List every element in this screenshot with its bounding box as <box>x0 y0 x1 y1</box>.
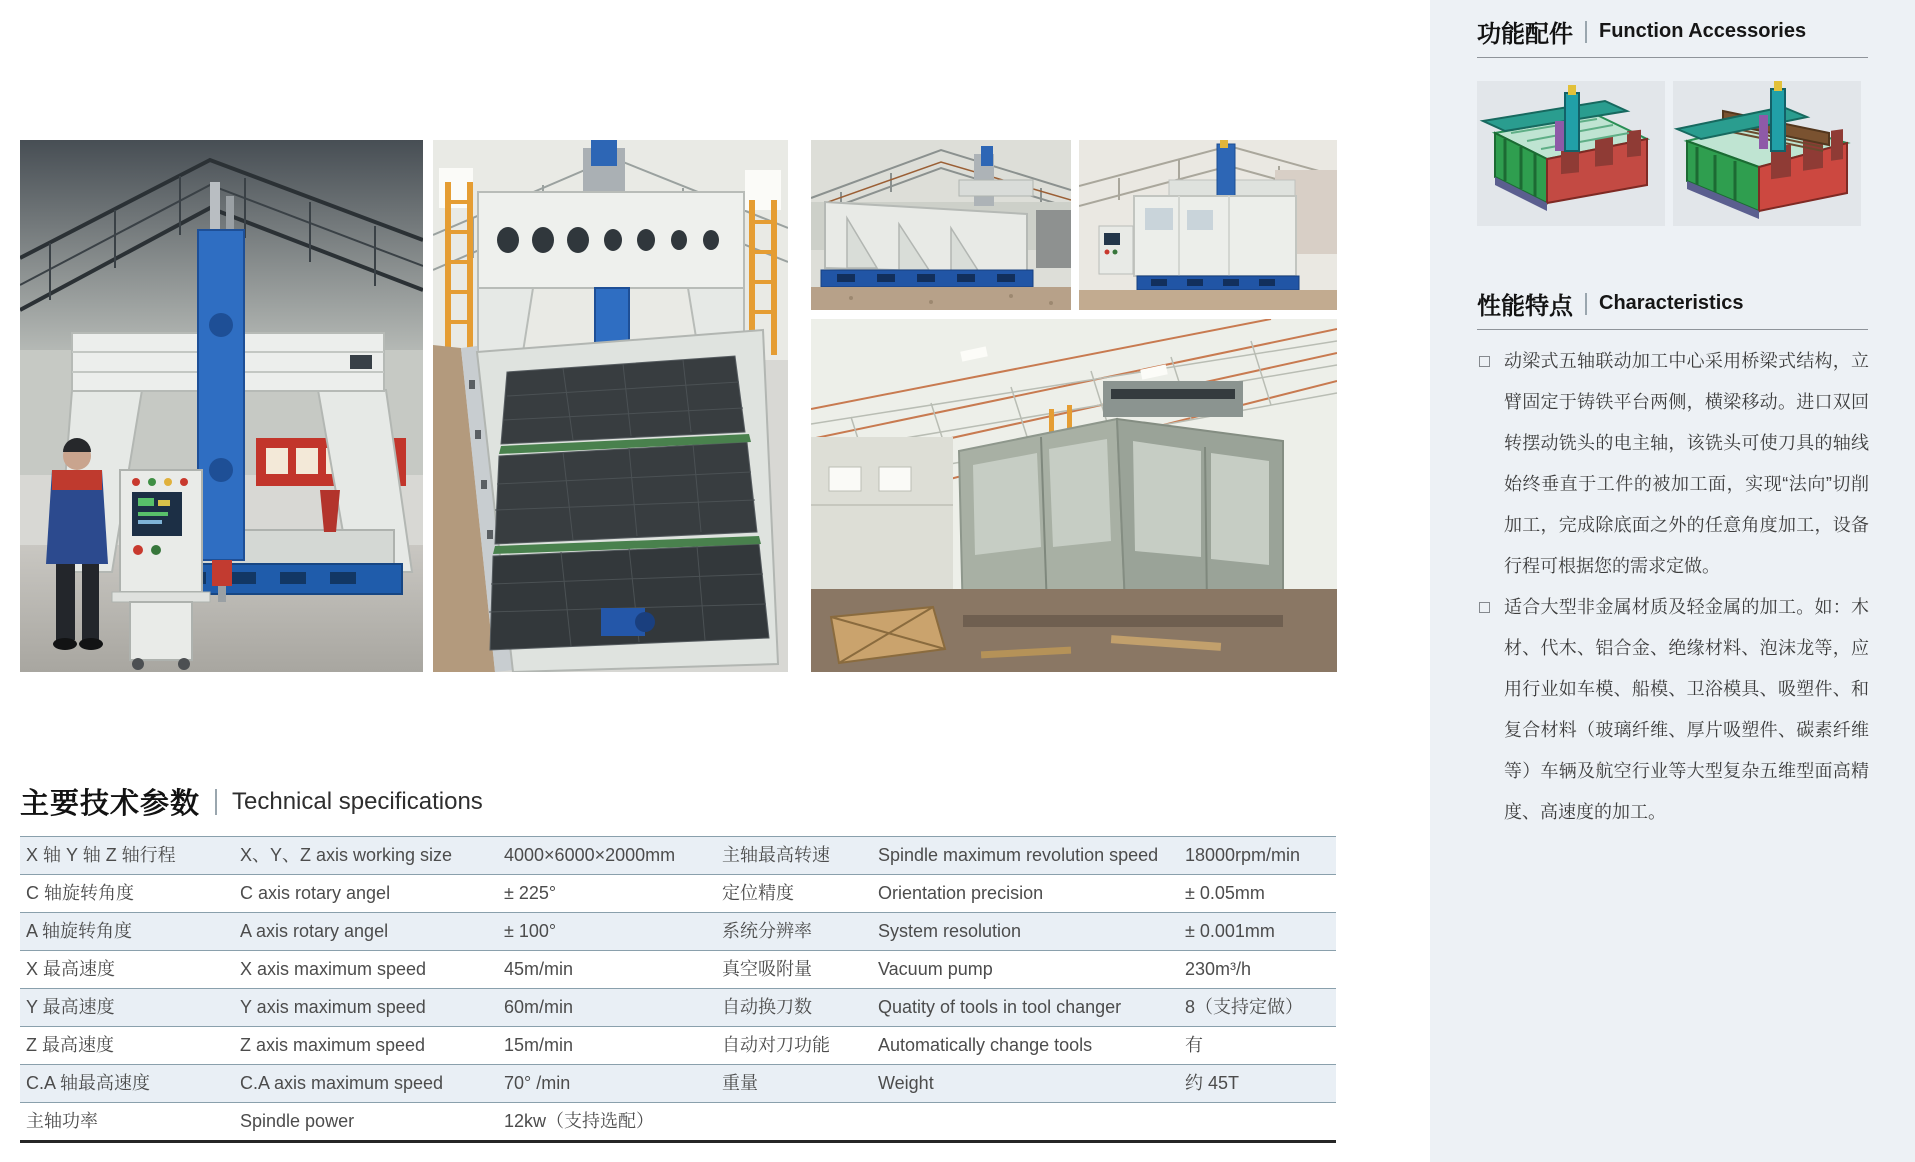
spec-en-label: Vacuum pump <box>878 959 993 979</box>
gantry-machine-photo-illustration <box>20 140 423 672</box>
spec-en-label: Automatically change tools <box>878 1035 1093 1055</box>
spec-en-label: Spindle maximum revolution speed <box>878 845 1159 865</box>
spec-value: 70° /min <box>504 1073 571 1093</box>
title-divider-bar <box>1585 293 1587 315</box>
specs-title-en: Technical specifications <box>232 787 483 815</box>
spec-cn-label: 自动对刀功能 <box>722 1035 830 1055</box>
spec-cn-label: 真空吸附量 <box>722 959 812 979</box>
photo-machine-enclosure <box>1079 140 1337 310</box>
spec-en-label: C axis rotary angel <box>240 883 391 903</box>
spec-value: 230m³/h <box>1185 959 1252 979</box>
spec-row <box>20 951 1336 989</box>
bullet-text: 动梁式五轴联动加工中心采用桥梁式结构，立臂固定于铸铁平台两侧，横梁移动。进口双回转摆动铣头的电主轴，该铣头可使刀具的轴线始终垂直于工件的被加工面，实现“法向”切削加工，完成除底面之外的任意角度加工，设备行程可根据您的需求定做。 <box>1504 351 1869 576</box>
spec-cn-label: C.A 轴最高速度 <box>26 1073 151 1093</box>
spec-value: 15m/min <box>504 1035 574 1055</box>
spec-value: 18000rpm/min <box>1185 845 1301 865</box>
spec-row <box>20 1027 1336 1065</box>
spec-value: 45m/min <box>504 959 574 979</box>
spec-value: ± 0.001mm <box>1185 921 1275 941</box>
spec-en-label: Weight <box>878 1073 934 1093</box>
spec-en-label: A axis rotary angel <box>240 921 389 941</box>
spec-en-label: System resolution <box>878 921 1022 941</box>
workshop-photo-illustration <box>811 319 1337 672</box>
characteristics-title-en: Characteristics <box>1599 292 1744 314</box>
spec-en-label: Orientation precision <box>878 883 1044 903</box>
photo-machine-frame-side <box>811 140 1071 310</box>
spec-cn-label: 自动换刀数 <box>722 997 812 1017</box>
spec-en-label: Spindle power <box>240 1111 355 1131</box>
sidebar <box>1430 0 1915 1162</box>
bullet-square-icon <box>1479 602 1490 613</box>
characteristics-bullet <box>1477 341 1869 587</box>
title-divider-bar <box>1585 21 1587 43</box>
spec-cn-label: 主轴功率 <box>26 1111 98 1131</box>
machine-enclosure-photo-illustration <box>1079 140 1337 310</box>
spec-value: 12kw（支持选配） <box>504 1111 655 1131</box>
spec-row <box>20 875 1336 913</box>
spec-row <box>20 1103 1336 1140</box>
spec-en-label: Z axis maximum speed <box>240 1035 426 1055</box>
bullet-text: 适合大型非金属材质及轻金属的加工。如：木材、代木、铝合金、绝缘材料、泡沫龙等，应用行业如车模、船模、卫浴模具、吸塑件、和复合材料（玻璃纤维、厚片吸塑件、碳素纤维等）车辆及航空行业等大型复杂五维型面高精度、高速度的加工。 <box>1504 597 1869 822</box>
characteristics-title-cn: 性能特点 <box>1477 293 1573 320</box>
spec-cn-label: 定位精度 <box>722 883 794 903</box>
spec-value: ± 0.05mm <box>1185 883 1265 903</box>
specs-section-header <box>20 781 483 822</box>
cad-render-2 <box>1673 81 1861 226</box>
spec-cn-label: Z 最高速度 <box>26 1035 114 1055</box>
spec-en-label: Y axis maximum speed <box>240 997 426 1017</box>
characteristics-header <box>1477 286 1744 321</box>
spec-en-label: X、Y、Z axis working size <box>240 845 453 865</box>
spec-cn-label: 系统分辨率 <box>722 921 812 941</box>
spec-en-label: C.A axis maximum speed <box>240 1073 444 1093</box>
spec-value: ± 100° <box>504 921 557 941</box>
spec-en-label: X axis maximum speed <box>240 959 427 979</box>
spec-value: 60m/min <box>504 997 574 1017</box>
specs-table <box>20 836 1336 1143</box>
characteristics-rule <box>1477 329 1868 330</box>
spec-cn-label: Y 最高速度 <box>26 997 115 1017</box>
worktable-photo-illustration <box>433 140 788 672</box>
spec-value: 4000×6000×2000mm <box>504 845 676 865</box>
bullet-square-icon <box>1479 356 1490 367</box>
accessories-header <box>1477 14 1806 49</box>
spec-row <box>20 837 1336 875</box>
spec-value: 8（支持定做） <box>1185 997 1304 1017</box>
spec-row <box>20 1065 1336 1103</box>
spec-value: 有 <box>1185 1035 1203 1055</box>
cad-machine-iso-view-2 <box>1673 81 1861 226</box>
cad-machine-iso-view-1 <box>1477 81 1665 226</box>
spec-value: ± 225° <box>504 883 557 903</box>
spec-cn-label: 重量 <box>722 1073 758 1093</box>
spec-en-label: Quatity of tools in tool changer <box>878 997 1122 1017</box>
spec-row <box>20 989 1336 1027</box>
photo-gantry-machine-front <box>20 140 423 672</box>
accessories-title-en: Function Accessories <box>1599 20 1807 42</box>
spec-cn-label: X 轴 Y 轴 Z 轴行程 <box>26 845 176 865</box>
specs-title-cn: 主要技术参数 <box>20 788 201 820</box>
accessories-rule <box>1477 57 1868 58</box>
spec-cn-label: X 最高速度 <box>26 959 116 979</box>
spec-cn-label: 主轴最高转速 <box>722 845 830 865</box>
spec-cn-label: C 轴旋转角度 <box>26 883 134 903</box>
spec-value: 约 45T <box>1185 1073 1240 1093</box>
spec-cn-label: A 轴旋转角度 <box>26 921 133 941</box>
machine-frame-photo-illustration <box>811 140 1071 310</box>
cad-render-1 <box>1477 81 1665 226</box>
photo-workshop-wide <box>811 319 1337 672</box>
characteristics-list <box>1477 341 1869 833</box>
spec-row <box>20 913 1336 951</box>
title-divider-bar <box>215 789 217 815</box>
accessories-title-cn: 功能配件 <box>1477 21 1573 48</box>
photo-machine-worktable <box>433 140 788 672</box>
characteristics-bullet <box>1477 587 1869 833</box>
